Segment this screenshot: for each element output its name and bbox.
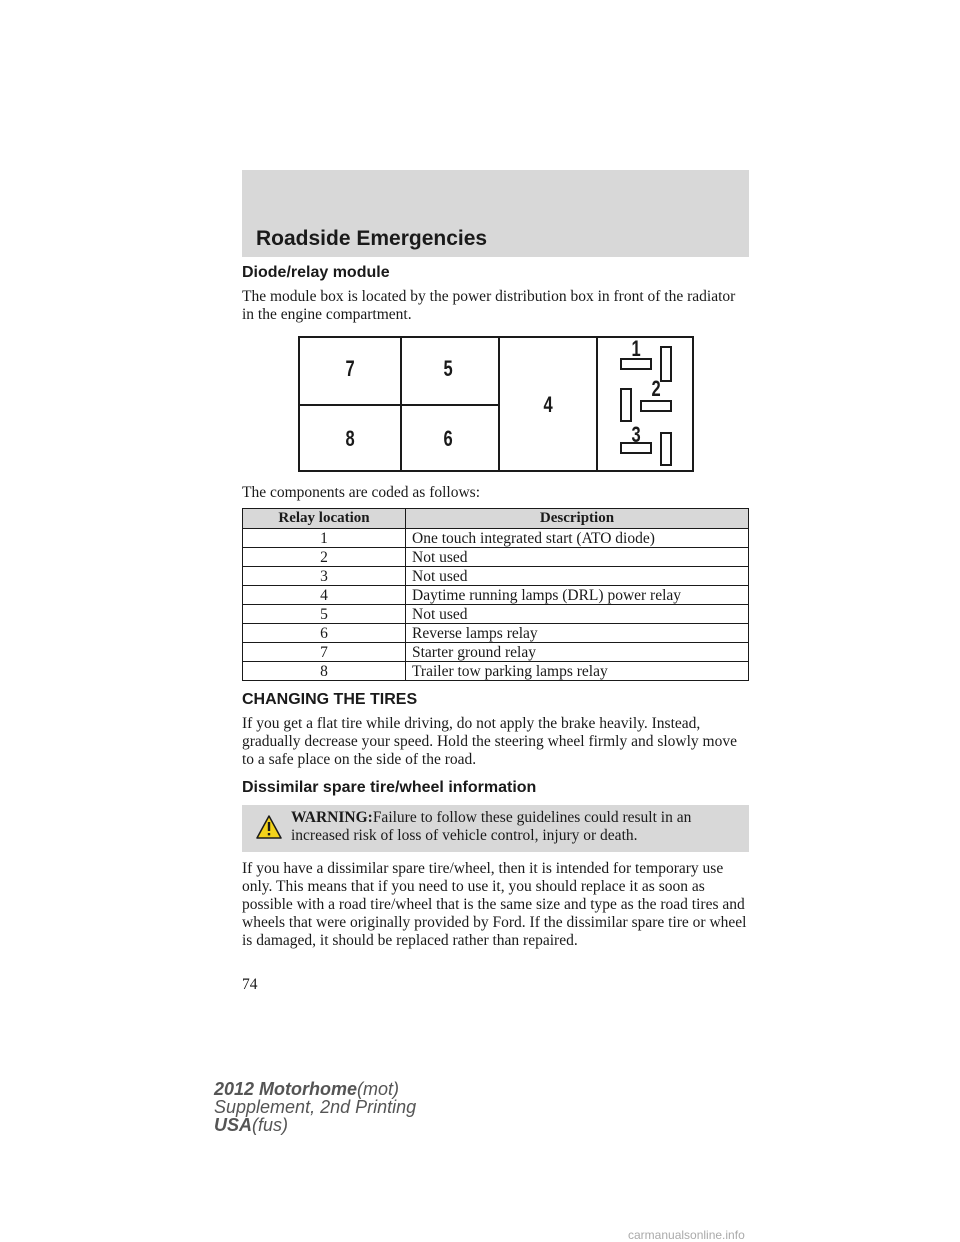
footer-printing: Supplement, 2nd Printing: [214, 1097, 417, 1117]
relay-label-5: 5: [443, 356, 453, 381]
relay-location-cell: 4: [243, 586, 406, 605]
dissimilar-spare-heading: Dissimilar spare tire/wheel information: [242, 779, 537, 796]
relay-module-diagram: [242, 336, 749, 480]
relay-slot-3-vertical: [660, 432, 672, 466]
relay-location-cell: 8: [243, 662, 406, 681]
table-row: [243, 529, 749, 548]
footer-region-code: (fus): [252, 1115, 289, 1135]
warning-triangle-icon: [256, 815, 282, 844]
table-intro: The components are coded as follows:: [242, 484, 481, 501]
dissimilar-spare-body: If you have a dissimilar spare tire/wheel, then it is intended for temporary use only. This means that if you need to use it, you should replace it as soon as possible with a road tire/wheel that is the same size and type as the road tires and wheels that were originally provided by Ford. If the dissimilar spare tire or wheel is damaged, it should be replaced rather than repaired.: [242, 860, 747, 949]
table-row: [243, 586, 749, 605]
warning-box: [242, 805, 749, 852]
table-row: [243, 567, 749, 586]
relay-location-cell: 7: [243, 643, 406, 662]
column-header-location: Relay location: [243, 509, 406, 529]
relay-location-cell: 5: [243, 605, 406, 624]
relay-description-cell: Reverse lamps relay: [406, 624, 749, 643]
relay-label-8: 8: [345, 426, 355, 451]
document-footer: [214, 1080, 416, 1134]
table-row: [243, 643, 749, 662]
relay-description-cell: Not used: [406, 548, 749, 567]
relay-label-3: 3: [631, 422, 641, 447]
relay-slot-3-horizontal: [620, 442, 652, 454]
relay-label-7: 7: [345, 356, 355, 381]
changing-tires-heading: CHANGING THE TIRES: [242, 691, 418, 708]
relay-location-cell: 2: [243, 548, 406, 567]
relay-label-4: 4: [543, 392, 553, 417]
relay-label-2: 2: [651, 376, 661, 401]
table-row: [243, 548, 749, 567]
relay-label-6: 6: [443, 426, 453, 451]
footer-region: USA: [214, 1115, 253, 1135]
diode-relay-heading: Diode/relay module: [242, 264, 390, 281]
table-row: [243, 605, 749, 624]
warning-message: Failure to follow these guidelines could result in an increased risk of loss of vehicle control, injury or death.: [291, 809, 692, 844]
relay-slot-1-vertical: [660, 346, 672, 382]
relay-description-cell: Not used: [406, 605, 749, 624]
relay-label-1: 1: [631, 336, 641, 361]
footer-title-code: (mot): [357, 1079, 400, 1099]
relay-description-cell: Daytime running lamps (DRL) power relay: [406, 586, 749, 605]
relay-location-cell: 3: [243, 567, 406, 586]
page-number: 74: [242, 976, 258, 993]
warning-text: [291, 809, 741, 845]
section-title: Roadside Emergencies: [256, 227, 488, 250]
warning-label: WARNING:: [291, 809, 373, 826]
relay-location-cell: 6: [243, 624, 406, 643]
relay-description-cell: Starter ground relay: [406, 643, 749, 662]
column-header-description: Description: [406, 509, 749, 529]
site-watermark: carmanualsonline.info: [628, 1228, 745, 1242]
changing-tires-body: If you get a flat tire while driving, do not apply the brake heavily. Instead, gradually decrease your speed. Hold the steering wheel firmly and slowly move to a safe place on the side of the road.: [242, 715, 737, 768]
page-content: [242, 262, 749, 950]
relay-module-box: [298, 336, 694, 472]
relay-description-cell: One touch integrated start (ATO diode): [406, 529, 749, 548]
relay-description-cell: Trailer tow parking lamps relay: [406, 662, 749, 681]
table-header-row: [243, 509, 749, 529]
relay-description-cell: Not used: [406, 567, 749, 586]
relay-location-cell: 1: [243, 529, 406, 548]
relay-table: [242, 508, 749, 681]
table-row: [243, 624, 749, 643]
relay-slot-2-vertical: [620, 388, 632, 422]
section-header-band: [242, 170, 749, 257]
relay-slot-2-horizontal: [640, 400, 672, 412]
diode-relay-intro: The module box is located by the power distribution box in front of the radiator in the engine compartment.: [242, 288, 736, 323]
footer-title: 2012 Motorhome: [214, 1079, 358, 1099]
relay-slot-1-horizontal: [620, 358, 652, 370]
table-row: [243, 662, 749, 681]
